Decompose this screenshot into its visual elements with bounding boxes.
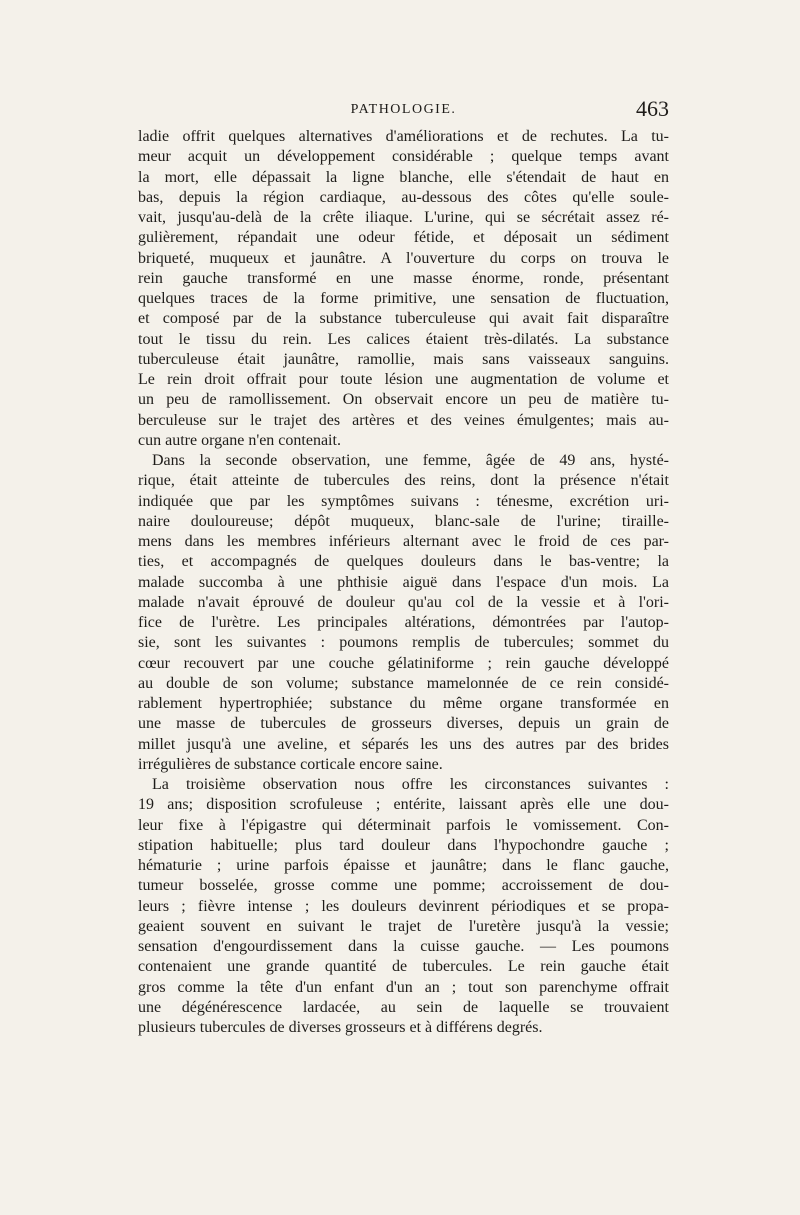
text-line: leurs ; fièvre intense ; les douleurs devinrent périodiques et se propa- <box>138 897 669 915</box>
text-line: fice de l'urètre. Les principales altérations, démontrées par l'autop- <box>138 614 669 631</box>
text-line: stipation habituelle; plus tard douleur dans l'hypochondre gauche ; <box>138 836 669 854</box>
text-line: rique, était atteinte de tubercules des reins, dont la présence n'était <box>138 472 669 490</box>
text-line: et composé par de la substance tuberculeuse qui avait fait disparaître <box>138 310 669 328</box>
body-text <box>138 127 669 1038</box>
text-line: berculeuse sur le trajet des artères et des veines émulgentes; mais au- <box>138 411 669 429</box>
text-line: une dégénérescence lardacée, au sein de laquelle se trouvaient <box>138 998 669 1016</box>
text-line: Dans la seconde observation, une femme, âgée de 49 ans, hysté- <box>152 452 669 469</box>
text-line: cun autre organe n'en contenait. <box>138 431 341 449</box>
text-line: 19 ans; disposition scrofuleuse ; entérite, laissant après elle une dou- <box>138 796 669 814</box>
text-line: contenaient une grande quantité de tubercules. Le rein gauche était <box>138 958 669 976</box>
text-line: sensation d'engourdissement dans la cuisse gauche. — Les poumons <box>138 938 669 955</box>
text-line: naire douloureuse; dépôt muqueux, blanc-sale de l'urine; tiraille- <box>138 512 669 530</box>
text-line: ladie offrit quelques alternatives d'améliorations et de rechutes. La tu- <box>138 128 669 145</box>
text-line: La troisième observation nous offre les circonstances suivantes : <box>152 776 669 793</box>
text-line: mens dans les membres inférieurs alternant avec le froid de ces par- <box>138 533 669 550</box>
text-line: malade succomba à une phthisie aiguë dans l'espace d'un mois. La <box>138 573 669 591</box>
text-line: bas, depuis la région cardiaque, au-dessous des côtes qu'elle soule- <box>138 188 669 206</box>
text-line: tuberculeuse était jaunâtre, ramollie, mais sans vaisseaux sanguins. <box>138 350 669 368</box>
text-line: rein gauche transformé en une masse énorme, ronde, présentant <box>138 269 669 287</box>
text-line: leur fixe à l'épigastre qui déterminait parfois le vomissement. Con- <box>138 816 669 834</box>
text-line: indiquée que par les symptômes suivans : ténesme, excrétion uri- <box>138 492 669 510</box>
text-line: tout le tissu du rein. Les calices étaient très-dilatés. La substance <box>138 330 669 348</box>
text-line: plusieurs tubercules de diverses grosseurs et à différens degrés. <box>138 1019 543 1036</box>
page-number: 463 <box>636 96 669 121</box>
text-line: cœur recouvert par une couche gélatiniforme ; rein gauche développé <box>138 654 669 672</box>
text-line: millet jusqu'à une aveline, et séparés les uns des autres par des brides <box>138 735 669 753</box>
text-line: geaient souvent en suivant le trajet de l'uretère jusqu'à la vessie; <box>138 917 669 935</box>
text-line: irrégulières de substance corticale encore saine. <box>138 755 443 773</box>
text-line: une masse de tubercules de grosseurs diverses, depuis un grain de <box>138 715 669 733</box>
text-line: hématurie ; urine parfois épaisse et jaunâtre; dans le flanc gauche, <box>138 857 669 874</box>
text-line: gulièrement, répandait une odeur fétide, et déposait un sédiment <box>138 229 669 247</box>
text-line: rablement hypertrophiée; substance du même organe transformée en <box>138 695 669 712</box>
text-line: Le rein droit offrait pour toute lésion une augmentation de volume et <box>138 371 669 388</box>
text-line: quelques traces de la forme primitive, une sensation de fluctuation, <box>138 290 669 307</box>
text-line: ties, et accompagnés de quelques douleurs dans le bas-ventre; la <box>138 553 669 571</box>
text-line: tumeur bosselée, grosse comme une pomme; accroissement de dou- <box>138 877 669 895</box>
text-line: sie, sont les suivantes : poumons remplis de tubercules; sommet du <box>138 634 669 652</box>
text-line: meur acquit un développement considérable ; quelque temps avant <box>138 148 669 166</box>
text-line: au double de son volume; substance mamelonnée de ce rein considé- <box>138 674 669 692</box>
text-line: gros comme la tête d'un enfant d'un an ; tout son parenchyme offrait <box>138 978 669 996</box>
text-line: vait, jusqu'au-delà de la crête iliaque. L'urine, qui se sécrétait assez ré- <box>138 209 669 226</box>
running-head <box>138 96 669 126</box>
text-line: malade n'avait éprouvé de douleur qu'au col de la vessie et à l'ori- <box>138 593 669 611</box>
text-line: la mort, elle dépassait la ligne blanche, elle s'étendait de haut en <box>138 168 669 186</box>
running-title: PATHOLOGIE. <box>350 102 457 117</box>
text-line: briqueté, muqueux et jaunâtre. A l'ouverture du corps on trouva le <box>138 249 669 267</box>
text-line: un peu de ramollissement. On observait encore un peu de matière tu- <box>138 391 669 409</box>
